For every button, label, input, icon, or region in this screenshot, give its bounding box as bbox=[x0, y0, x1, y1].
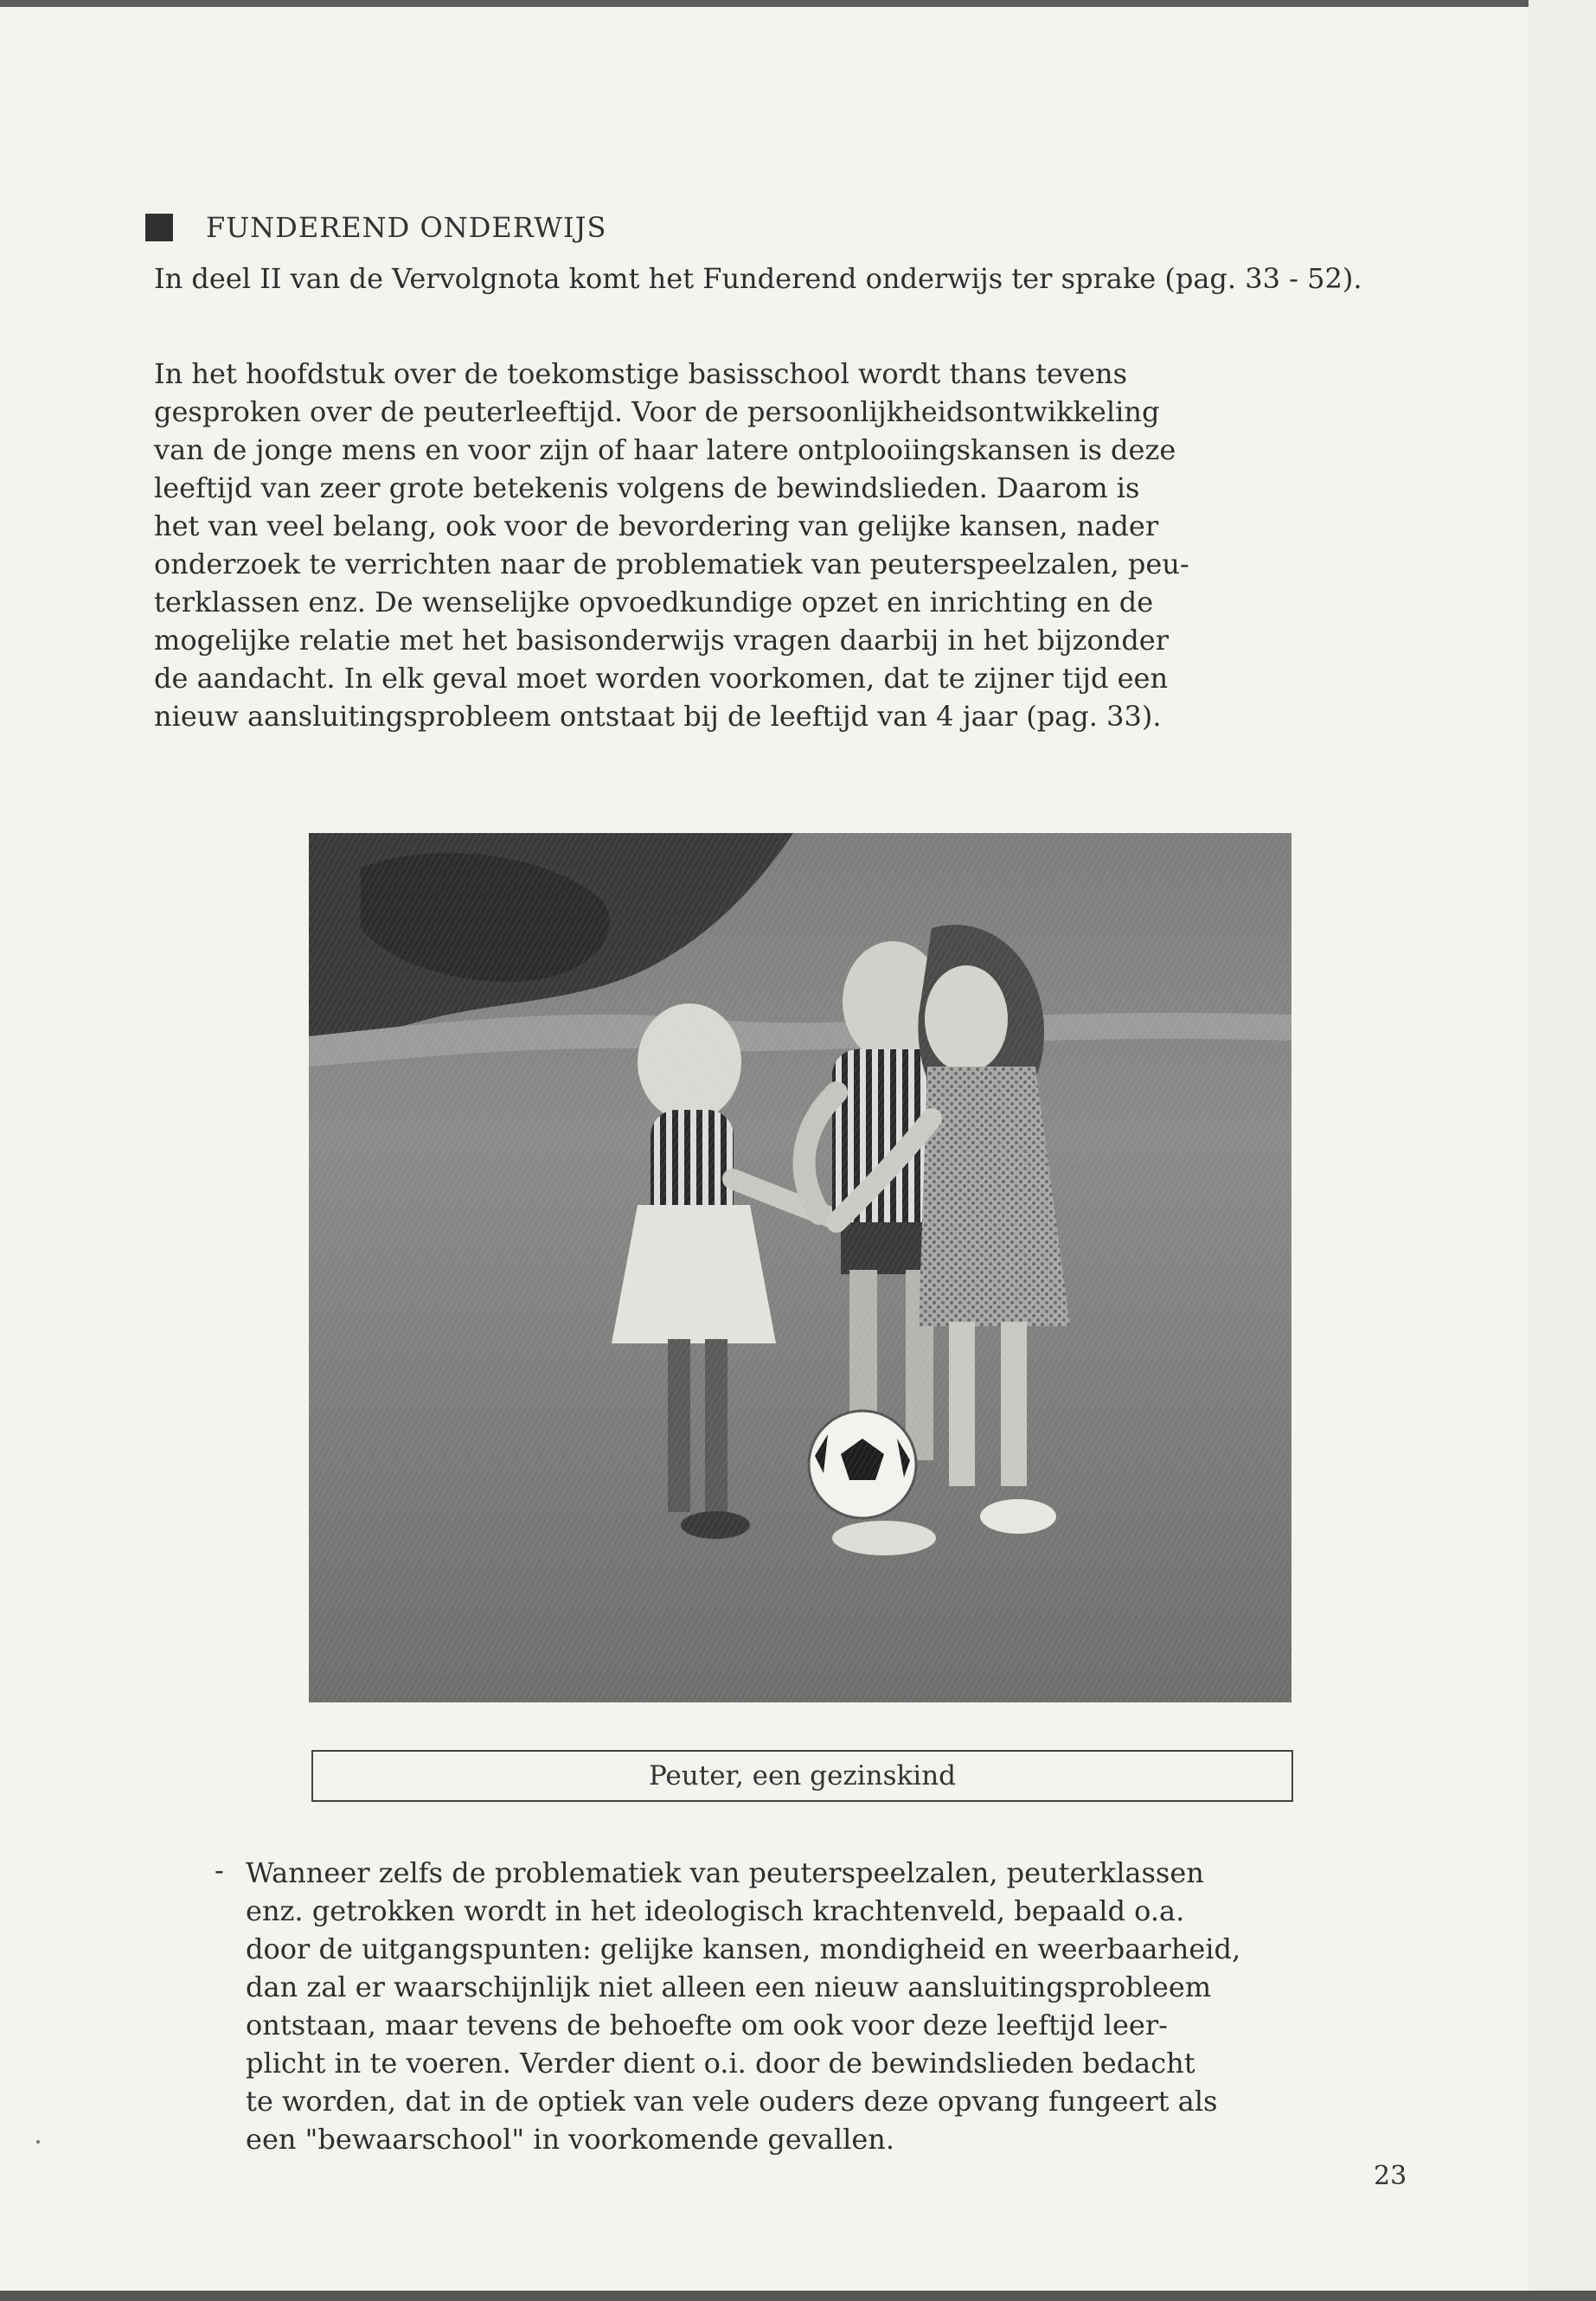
page-number: 23 bbox=[1374, 2161, 1407, 2191]
paragraph-line: terklassen enz. De wenselijke opvoedkundige opzet en inrichting en de bbox=[154, 586, 1154, 619]
section-title: FUNDEREND ONDERWIJS bbox=[206, 211, 607, 244]
paragraph-line: onderzoek te verrichten naar de problematiek van peuterspeelzalen, peu- bbox=[154, 548, 1189, 580]
scan-edge-top bbox=[0, 0, 1596, 7]
paragraph-line: In het hoofdstuk over de toekomstige basisschool wordt thans tevens bbox=[154, 357, 1128, 390]
paragraph-line: gesproken over de peuterleeftijd. Voor de persoonlijkheidsontwikkeling bbox=[154, 395, 1160, 428]
list-line: te worden, dat in de optiek van vele ouders deze opvang fungeert als bbox=[246, 2085, 1218, 2118]
main-paragraph bbox=[154, 355, 1417, 735]
list-dash: - bbox=[215, 1854, 224, 1887]
paragraph-line: van de jonge mens en voor zijn of haar latere ontplooiingskansen is deze bbox=[154, 433, 1176, 466]
list-line: door de uitgangspunten: gelijke kansen, mondigheid en weerbaarheid, bbox=[246, 1932, 1241, 1965]
list-line: plicht in te voeren. Verder dient o.i. door de bewindslieden bedacht bbox=[246, 2047, 1195, 2080]
square-bullet-icon bbox=[145, 214, 173, 241]
list-item-text bbox=[246, 1854, 1240, 2158]
scan-edge-bottom bbox=[0, 2291, 1596, 2301]
list-line: ontstaan, maar tevens de behoefte om ook voor deze leeftijd leer- bbox=[246, 2009, 1168, 2041]
list-line: enz. getrokken wordt in het ideologisch krachtenveld, bepaald o.a. bbox=[246, 1894, 1185, 1927]
paragraph-line: nieuw aansluitingsprobleem ontstaat bij de leeftijd van 4 jaar (pag. 33). bbox=[154, 700, 1162, 733]
scan-edge-right bbox=[1529, 0, 1596, 2301]
paragraph-line: de aandacht. In elk geval moet worden voorkomen, dat te zijner tijd een bbox=[154, 662, 1169, 695]
list-line: dan zal er waarschijnlijk niet alleen een nieuw aansluitingsprobleem bbox=[246, 1971, 1212, 2003]
paragraph-line: mogelijke relatie met het basisonderwijs vragen daarbij in het bijzonder bbox=[154, 624, 1170, 657]
list-line: Wanneer zelfs de problematiek van peuterspeelzalen, peuterklassen bbox=[246, 1856, 1204, 1889]
scan-speck bbox=[36, 2140, 40, 2144]
list-line: een "bewaarschool" in voorkomende gevallen. bbox=[246, 2123, 895, 2156]
intro-paragraph: In deel II van de Vervolgnota komt het Funderend onderwijs ter sprake (pag. 33 - 52). bbox=[154, 262, 1362, 295]
section-heading bbox=[145, 211, 606, 244]
children-playing-photo bbox=[309, 833, 1292, 1702]
figure-caption bbox=[311, 1750, 1293, 1802]
paragraph-line: het van veel belang, ook voor de bevordering van gelijke kansen, nader bbox=[154, 510, 1159, 542]
paragraph-line: leeftijd van zeer grote betekenis volgens de bewindslieden. Daarom is bbox=[154, 471, 1140, 504]
caption-text: Peuter, een gezinskind bbox=[648, 1760, 957, 1791]
